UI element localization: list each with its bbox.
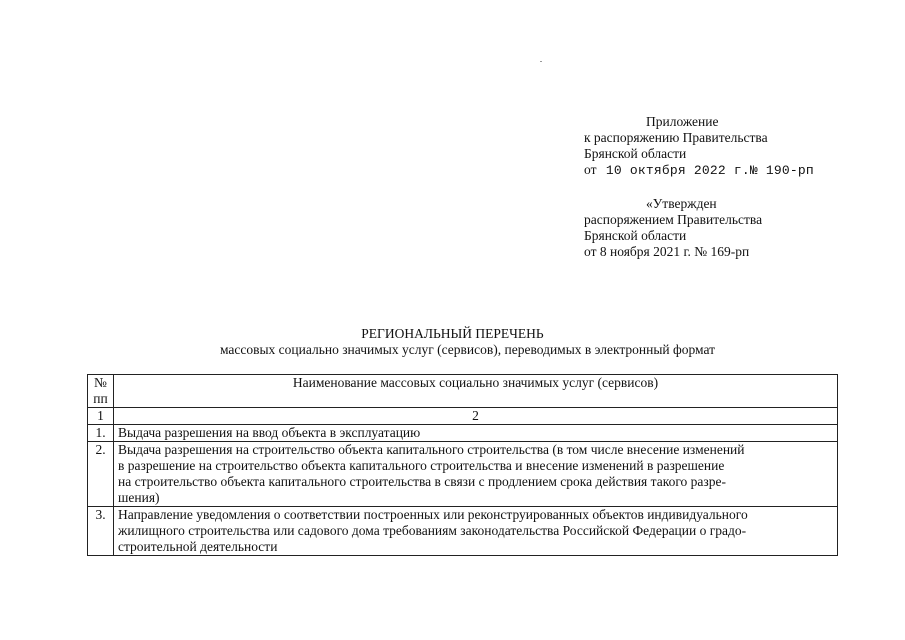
row-num: 1.	[88, 425, 114, 442]
row-line: строительной деятельности	[118, 539, 278, 554]
header-num-line-2: пп	[93, 391, 108, 406]
index-name-cell: 2	[114, 408, 838, 425]
approval-line-3: Брянской области	[584, 146, 687, 161]
row-line: Выдача разрешения на строительство объекта капитального строительства (в том числе внесение изменений	[118, 442, 745, 457]
services-table	[87, 374, 838, 556]
row-num: 2.	[88, 442, 114, 507]
document-subtitle: массовых социально значимых услуг (сервисов), переводимых в электронный формат	[219, 342, 716, 357]
table-row	[88, 442, 838, 507]
table-index-row	[88, 408, 838, 425]
approval-date-prefix: от	[584, 162, 597, 177]
document-title: РЕГИОНАЛЬНЫЙ ПЕРЕЧЕНЬ	[361, 326, 544, 341]
approval-title: Приложение	[646, 114, 719, 129]
index-num-cell: 1	[88, 408, 114, 425]
header-num-cell	[88, 375, 114, 408]
approved-line-3: Брянской области	[584, 228, 687, 243]
row-num: 3.	[88, 507, 114, 556]
row-line: в разрешение на строительство объекта капитального строительства и внесение изменений в разрешение	[118, 458, 725, 473]
table-row	[88, 507, 838, 556]
approval-date-stamp: 10 октября 2022 г.№ 190-рп	[605, 163, 814, 178]
row-line: шения)	[118, 490, 160, 505]
header-name-cell: Наименование массовых социально значимых услуг (сервисов)	[114, 375, 838, 408]
row-line: Направление уведомления о соответствии построенных или реконструированных объектов индивидуального	[118, 507, 748, 522]
row-line: Выдача разрешения на ввод объекта в эксплуатацию	[118, 425, 421, 440]
row-service-name	[114, 507, 838, 556]
approved-date: от 8 ноября 2021 г. № 169-рп	[584, 244, 750, 259]
approval-date	[584, 162, 814, 179]
approval-line-2: к распоряжению Правительства	[584, 130, 768, 145]
approved-title: «Утвержден	[646, 196, 717, 211]
table-header-row	[88, 375, 838, 408]
scan-speck	[540, 61, 542, 62]
table-row	[88, 425, 838, 442]
row-service-name	[114, 425, 838, 442]
header-num-line-1: №	[94, 375, 107, 390]
approved-line-2: распоряжением Правительства	[584, 212, 763, 227]
row-service-name	[114, 442, 838, 507]
row-line: на строительство объекта капитального строительства в связи с продлением срока действия такого разре-	[118, 474, 726, 489]
row-line: жилищного строительства или садового дома требованиям законодательства Российской Федерации о градо-	[118, 523, 747, 538]
